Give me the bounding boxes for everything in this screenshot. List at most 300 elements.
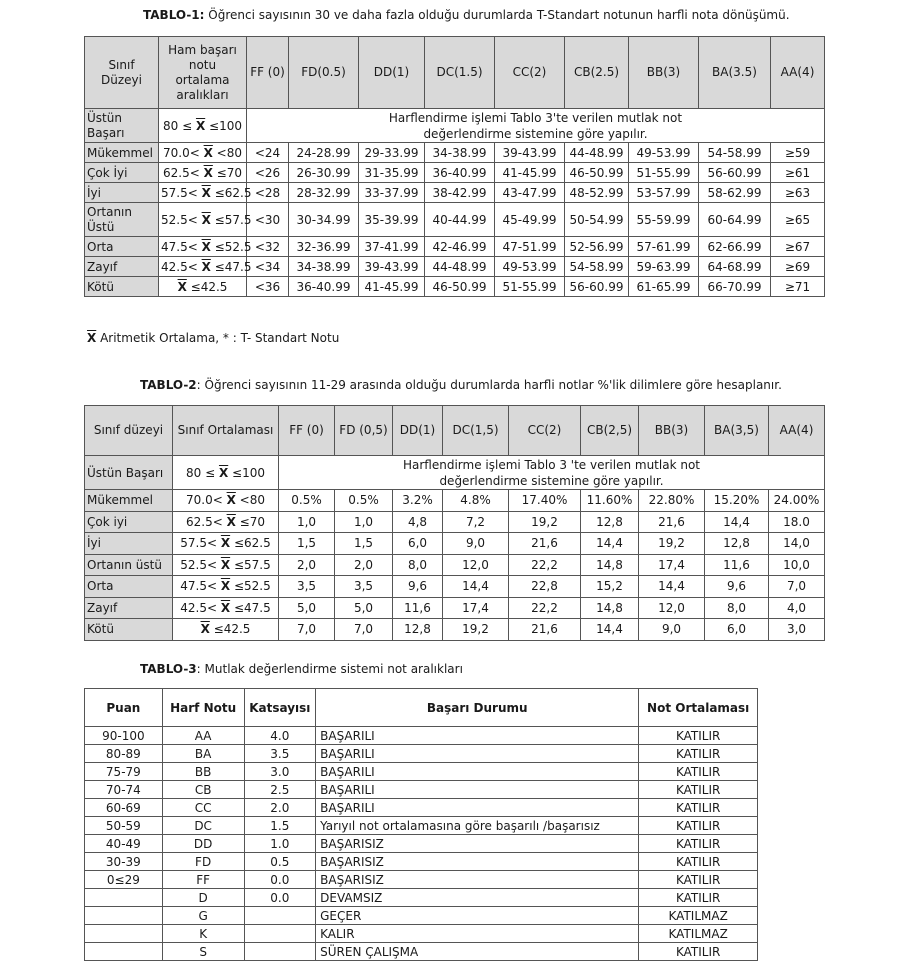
table-row [85, 781, 758, 799]
table-cell: 19,2 [639, 533, 705, 555]
table-cell: 4,8 [393, 511, 443, 533]
row-label: Çok İyi [85, 163, 159, 183]
table-cell: 33-37.99 [359, 183, 425, 203]
table-row [85, 943, 758, 961]
table-cell: 12,8 [393, 619, 443, 641]
table-cell: 12,8 [705, 533, 769, 555]
table-cell: 36-40.99 [289, 277, 359, 297]
table-cell: 61-65.99 [629, 277, 699, 297]
table-cell: <30 [247, 203, 289, 237]
column-header: AA(4) [769, 406, 825, 456]
column-header: FF (0) [279, 406, 335, 456]
column-header: FF (0) [247, 37, 289, 109]
table-cell: 44-48.99 [565, 143, 629, 163]
range-cell [159, 183, 252, 203]
table-cell: DEVAMSIZ [316, 889, 639, 907]
table-cell: 3,5 [335, 576, 393, 598]
table-cell: <34 [247, 257, 289, 277]
table-cell: CB [162, 781, 244, 799]
table1-caption-text: Öğrenci sayısının 30 ve daha fazla olduğu durumlarda T-Standart notunun harfli nota dönüşümü. [204, 8, 790, 22]
table-row [85, 925, 758, 943]
table-cell: 9,0 [639, 619, 705, 641]
table-cell: 12,8 [581, 511, 639, 533]
table-cell: BAŞARILI [316, 745, 639, 763]
table-cell: 37-41.99 [359, 237, 425, 257]
range-cell [173, 619, 279, 641]
range-cell [159, 163, 247, 183]
table-cell: 3,0 [769, 619, 825, 641]
row-label: Çok iyi [85, 511, 173, 533]
table-cell: 47-51.99 [495, 237, 565, 257]
row-label: Orta [85, 576, 173, 598]
column-header: CB(2,5) [581, 406, 639, 456]
table-cell: 64-68.99 [699, 257, 771, 277]
table-cell: KATILMAZ [639, 925, 758, 943]
table-row [85, 533, 825, 555]
table-cell: KATILIR [639, 799, 758, 817]
table-cell: 62-66.99 [699, 237, 771, 257]
row-label: Kötü [85, 619, 173, 641]
table-cell: FD [162, 853, 244, 871]
table-row [85, 490, 825, 512]
table-row [85, 763, 758, 781]
table-cell: 1.0 [244, 835, 316, 853]
column-header: Puan [85, 689, 163, 727]
table-cell: 54-58.99 [699, 143, 771, 163]
table-cell: BAŞARILI [316, 763, 639, 781]
table-cell: 3,5 [279, 576, 335, 598]
table-row [85, 257, 825, 277]
mean-symbol: $\overline{X}$ [87, 331, 97, 345]
table-cell: 24.00% [769, 490, 825, 512]
table-cell: 29-33.99 [359, 143, 425, 163]
table-cell: BAŞARILI [316, 781, 639, 799]
table-cell: 39-43.99 [359, 257, 425, 277]
mean-symbol: $\overline{X}$ [220, 536, 231, 551]
table-cell: 14,8 [581, 597, 639, 619]
table-cell: 12,0 [443, 554, 509, 576]
table-cell: 14,4 [581, 619, 639, 641]
table-cell: 45-49.99 [495, 203, 565, 237]
mean-symbol: $\overline{X}$ [220, 600, 231, 615]
table-cell: G [162, 907, 244, 925]
table-cell: 2.0 [244, 799, 316, 817]
column-header: Başarı Durumu [316, 689, 639, 727]
table-cell: ≥69 [771, 257, 825, 277]
table-row [85, 745, 758, 763]
table-cell [85, 907, 163, 925]
range-post: ≤52.5 [210, 239, 252, 254]
table2-header-row [85, 406, 825, 456]
row-label: Mükemmel [85, 490, 173, 512]
table-cell: 21,6 [509, 533, 581, 555]
table-cell [244, 943, 316, 961]
range-pre: 70.0< [186, 493, 227, 508]
table-cell: 60-64.99 [699, 203, 771, 237]
column-header: Harf Notu [162, 689, 244, 727]
range-cell [159, 109, 247, 143]
table-cell: 18.0 [769, 511, 825, 533]
table-cell: 57-61.99 [629, 237, 699, 257]
range-cell [159, 203, 252, 237]
table-cell: 35-39.99 [359, 203, 425, 237]
table-cell: 15,2 [581, 576, 639, 598]
table-cell: 21,6 [639, 511, 705, 533]
column-header: Ham başarı notu ortalama aralıkları [159, 37, 247, 109]
table-cell [85, 925, 163, 943]
column-header: DC(1,5) [443, 406, 509, 456]
range-post: ≤47.5 [230, 600, 271, 615]
range-post: ≤62.5 [210, 185, 252, 200]
table-cell: 28-32.99 [289, 183, 359, 203]
range-cell [173, 576, 279, 598]
range-post: <80 [212, 145, 242, 160]
table-cell: 5,0 [335, 597, 393, 619]
column-header: Sınıf Düzeyi [85, 37, 159, 109]
table-row [85, 163, 825, 183]
table-cell: 36-40.99 [425, 163, 495, 183]
table-row [85, 727, 758, 745]
table-row [85, 203, 825, 237]
mean-symbol: $\overline{X}$ [195, 118, 206, 133]
table-cell: 10,0 [769, 554, 825, 576]
table-cell: 14,8 [581, 554, 639, 576]
table-cell: 11.60% [581, 490, 639, 512]
table-cell [244, 925, 316, 943]
range-pre: 70.0< [163, 145, 204, 160]
range-post: ≤70 [212, 165, 242, 180]
merged-note: Harflendirme işlemi Tablo 3 'te verilen mutlak not değerlendirme sistemine göre yapılır. [279, 456, 825, 490]
table-cell: BAŞARISIZ [316, 835, 639, 853]
table-cell: 0.5% [335, 490, 393, 512]
range-cell [173, 456, 279, 490]
table-cell: KATILIR [639, 835, 758, 853]
table2-caption [140, 378, 782, 392]
table-cell: 59-63.99 [629, 257, 699, 277]
table-row [85, 576, 825, 598]
table-cell: 11,6 [705, 554, 769, 576]
table-cell: ≥71 [771, 277, 825, 297]
range-pre: 52.5< [180, 557, 221, 572]
table-cell: 51-55.99 [629, 163, 699, 183]
table-cell: 22,2 [509, 597, 581, 619]
table-cell: 22,8 [509, 576, 581, 598]
table-cell: BAŞARILI [316, 727, 639, 745]
table-cell: ≥67 [771, 237, 825, 257]
table-row [85, 889, 758, 907]
row-label: Ortanın Üstü [85, 203, 159, 237]
table-cell: <28 [247, 183, 289, 203]
column-header: FD(0.5) [289, 37, 359, 109]
table-cell: <36 [247, 277, 289, 297]
table-cell: 7,0 [279, 619, 335, 641]
table-cell: 9,0 [443, 533, 509, 555]
table-cell: 49-53.99 [629, 143, 699, 163]
table3-caption-text: : Mutlak değerlendirme sistemi not aralıkları [196, 662, 463, 676]
range-cell [159, 143, 247, 163]
table-cell: 0.0 [244, 871, 316, 889]
column-header: AA(4) [771, 37, 825, 109]
range-cell [173, 554, 279, 576]
column-header: CC(2) [509, 406, 581, 456]
table-cell: <32 [247, 237, 289, 257]
mean-symbol: $\overline{X}$ [201, 185, 211, 200]
table-row [85, 237, 825, 257]
table-cell: GEÇER [316, 907, 639, 925]
table-cell: 11,6 [393, 597, 443, 619]
table-cell: 15.20% [705, 490, 769, 512]
column-header: Sınıf Ortalaması [173, 406, 279, 456]
table-cell: 1,0 [335, 511, 393, 533]
table-cell: 4.8% [443, 490, 509, 512]
range-pre: 57.5< [161, 185, 202, 200]
table-cell [85, 943, 163, 961]
range-pre: 62.5< [186, 514, 227, 529]
table-cell: KATILIR [639, 853, 758, 871]
range-post: ≤70 [235, 514, 265, 529]
range-pre: 62.5< [163, 165, 204, 180]
table-cell: 56-60.99 [565, 277, 629, 297]
table1 [84, 36, 825, 297]
table-cell: 17,4 [443, 597, 509, 619]
table-cell: 53-57.99 [629, 183, 699, 203]
table-cell: KATILIR [639, 889, 758, 907]
table-cell: 22.80% [639, 490, 705, 512]
table-cell: 9,6 [393, 576, 443, 598]
range-cell [159, 237, 252, 257]
table-cell: 8,0 [705, 597, 769, 619]
table-cell: 34-38.99 [425, 143, 495, 163]
column-header: Not Ortalaması [639, 689, 758, 727]
mean-symbol: $\overline{X}$ [220, 557, 231, 572]
table1-header-row [85, 37, 825, 109]
table-cell: 49-53.99 [495, 257, 565, 277]
table-row [85, 597, 825, 619]
table-cell: 46-50.99 [565, 163, 629, 183]
table-cell: 14,4 [443, 576, 509, 598]
table2 [84, 405, 825, 641]
range-pre: 42.5< [161, 259, 202, 274]
table-row [85, 835, 758, 853]
table-row [85, 907, 758, 925]
column-header: DC(1.5) [425, 37, 495, 109]
row-label: Mükemmel [85, 143, 159, 163]
column-header: Katsayısı [244, 689, 316, 727]
table-cell: 12,0 [639, 597, 705, 619]
column-header: CB(2.5) [565, 37, 629, 109]
footnote-text: Aritmetik Ortalama, * : T- Standart Notu [96, 331, 340, 345]
table-row [85, 183, 825, 203]
table-cell: 3.5 [244, 745, 316, 763]
table-cell: 50-54.99 [565, 203, 629, 237]
table-cell: 5,0 [279, 597, 335, 619]
mean-symbol: $\overline{X}$ [201, 259, 211, 274]
range-pre: 80 ≤ [186, 465, 219, 480]
range-cell [173, 490, 279, 512]
table-cell: 22,2 [509, 554, 581, 576]
table-row [85, 511, 825, 533]
table-cell: 17,4 [639, 554, 705, 576]
table-cell: K [162, 925, 244, 943]
table-cell: 24-28.99 [289, 143, 359, 163]
row-label: Üstün Başarı [85, 456, 173, 490]
range-cell [173, 511, 279, 533]
table-cell: S [162, 943, 244, 961]
table-cell: BA [162, 745, 244, 763]
table-cell: 30-34.99 [289, 203, 359, 237]
range-post: ≤100 [228, 465, 265, 480]
row-label: Ortanın üstü [85, 554, 173, 576]
table-cell [85, 889, 163, 907]
table-cell: BAŞARILI [316, 799, 639, 817]
table-cell: 26-30.99 [289, 163, 359, 183]
table-cell: 1,0 [279, 511, 335, 533]
table-cell: KATILIR [639, 871, 758, 889]
table-cell: FF [162, 871, 244, 889]
mean-symbol: $\overline{X}$ [218, 465, 229, 480]
range-pre: 42.5< [180, 600, 221, 615]
table3-caption [140, 662, 463, 676]
table-cell: ≥63 [771, 183, 825, 203]
table-cell: DC [162, 817, 244, 835]
range-post: ≤100 [205, 118, 242, 133]
table-cell: ≥61 [771, 163, 825, 183]
range-post: ≤57.5 [230, 557, 271, 572]
table-cell: KATILMAZ [639, 907, 758, 925]
mean-symbol: $\overline{X}$ [200, 622, 210, 637]
table-cell: 7,2 [443, 511, 509, 533]
table-cell: KATILIR [639, 817, 758, 835]
table-cell: 0.5% [279, 490, 335, 512]
table-cell: 48-52.99 [565, 183, 629, 203]
column-header: BB(3) [639, 406, 705, 456]
table2-caption-label: TABLO-2 [140, 378, 197, 392]
table-cell: 7,0 [335, 619, 393, 641]
table-cell: 8,0 [393, 554, 443, 576]
table-cell: 52-56.99 [565, 237, 629, 257]
table-cell: 43-47.99 [495, 183, 565, 203]
table-cell: 2,0 [279, 554, 335, 576]
column-header: FD (0,5) [335, 406, 393, 456]
table-row [85, 143, 825, 163]
table-cell: BAŞARISIZ [316, 871, 639, 889]
table-cell: 4.0 [244, 727, 316, 745]
range-pre: 80 ≤ [163, 118, 196, 133]
table-cell: 14,4 [705, 511, 769, 533]
table2-row-ustun [85, 456, 825, 490]
table-row [85, 619, 825, 641]
table-cell: 3.2% [393, 490, 443, 512]
range-cell [159, 277, 247, 297]
table-cell: 40-49 [85, 835, 163, 853]
column-header: DD(1) [359, 37, 425, 109]
table1-row-ustun [85, 109, 825, 143]
table-cell: 1.5 [244, 817, 316, 835]
row-label: Zayıf [85, 597, 173, 619]
table-cell: 66-70.99 [699, 277, 771, 297]
row-label: Orta [85, 237, 159, 257]
table-cell: <26 [247, 163, 289, 183]
range-cell [173, 597, 279, 619]
table-cell: ≥65 [771, 203, 825, 237]
table-cell: 75-79 [85, 763, 163, 781]
table-cell: AA [162, 727, 244, 745]
table-cell: KATILIR [639, 745, 758, 763]
table-cell: 17.40% [509, 490, 581, 512]
table-cell: 70-74 [85, 781, 163, 799]
table-cell: 80-89 [85, 745, 163, 763]
table-cell: 39-43.99 [495, 143, 565, 163]
table-cell: KATILIR [639, 781, 758, 799]
merged-note: Harflendirme işlemi Tablo 3'te verilen mutlak not değerlendirme sistemine göre yapılır. [247, 109, 825, 143]
range-cell [173, 533, 279, 555]
table-cell: Yarıyıl not ortalamasına göre başarılı /başarısız [316, 817, 639, 835]
table-cell: BB [162, 763, 244, 781]
range-cell [159, 257, 252, 277]
row-label: İyi [85, 533, 173, 555]
table-cell: 7,0 [769, 576, 825, 598]
range-pre: 57.5< [180, 536, 221, 551]
table1-caption [143, 8, 790, 22]
range-post: ≤62.5 [230, 536, 271, 551]
table-cell: 44-48.99 [425, 257, 495, 277]
table-cell: 58-62.99 [699, 183, 771, 203]
mean-symbol: $\overline{X}$ [203, 165, 213, 180]
table-cell: KATILIR [639, 763, 758, 781]
range-pre: 47.5< [180, 579, 221, 594]
table-row [85, 277, 825, 297]
table-cell: 21,6 [509, 619, 581, 641]
mean-symbol: $\overline{X}$ [220, 579, 231, 594]
table-row [85, 871, 758, 889]
table-cell: 41-45.99 [495, 163, 565, 183]
range-post: ≤42.5 [186, 279, 228, 294]
table-cell: 40-44.99 [425, 203, 495, 237]
table-cell: 90-100 [85, 727, 163, 745]
mean-symbol: $\overline{X}$ [226, 493, 236, 508]
column-header: BB(3) [629, 37, 699, 109]
column-header: BA(3,5) [705, 406, 769, 456]
range-post: ≤42.5 [209, 622, 251, 637]
mean-symbol: $\overline{X}$ [177, 279, 187, 294]
table3 [84, 688, 758, 961]
table-cell: 14,4 [639, 576, 705, 598]
table-cell: DD [162, 835, 244, 853]
table-cell: D [162, 889, 244, 907]
table-cell: KALIR [316, 925, 639, 943]
table-cell [244, 907, 316, 925]
table2-caption-text: : Öğrenci sayısının 11-29 arasında olduğu durumlarda harfli notlar %'lik dilimlere göre hesaplanır. [196, 378, 782, 392]
table-cell: 6,0 [393, 533, 443, 555]
table-cell: 54-58.99 [565, 257, 629, 277]
table-row [85, 853, 758, 871]
table-row [85, 554, 825, 576]
table-cell: 6,0 [705, 619, 769, 641]
table-cell: 38-42.99 [425, 183, 495, 203]
table-cell: 31-35.99 [359, 163, 425, 183]
mean-symbol: $\overline{X}$ [203, 145, 213, 160]
range-pre: 52.5< [161, 212, 202, 227]
table-cell: 1,5 [279, 533, 335, 555]
table-cell: 46-50.99 [425, 277, 495, 297]
table-cell: 0≤29 [85, 871, 163, 889]
range-post: ≤47.5 [210, 259, 252, 274]
table-cell: KATILIR [639, 943, 758, 961]
range-post: ≤57.5 [210, 212, 252, 227]
row-label: İyi [85, 183, 159, 203]
table-cell: 32-36.99 [289, 237, 359, 257]
range-post: <80 [235, 493, 265, 508]
